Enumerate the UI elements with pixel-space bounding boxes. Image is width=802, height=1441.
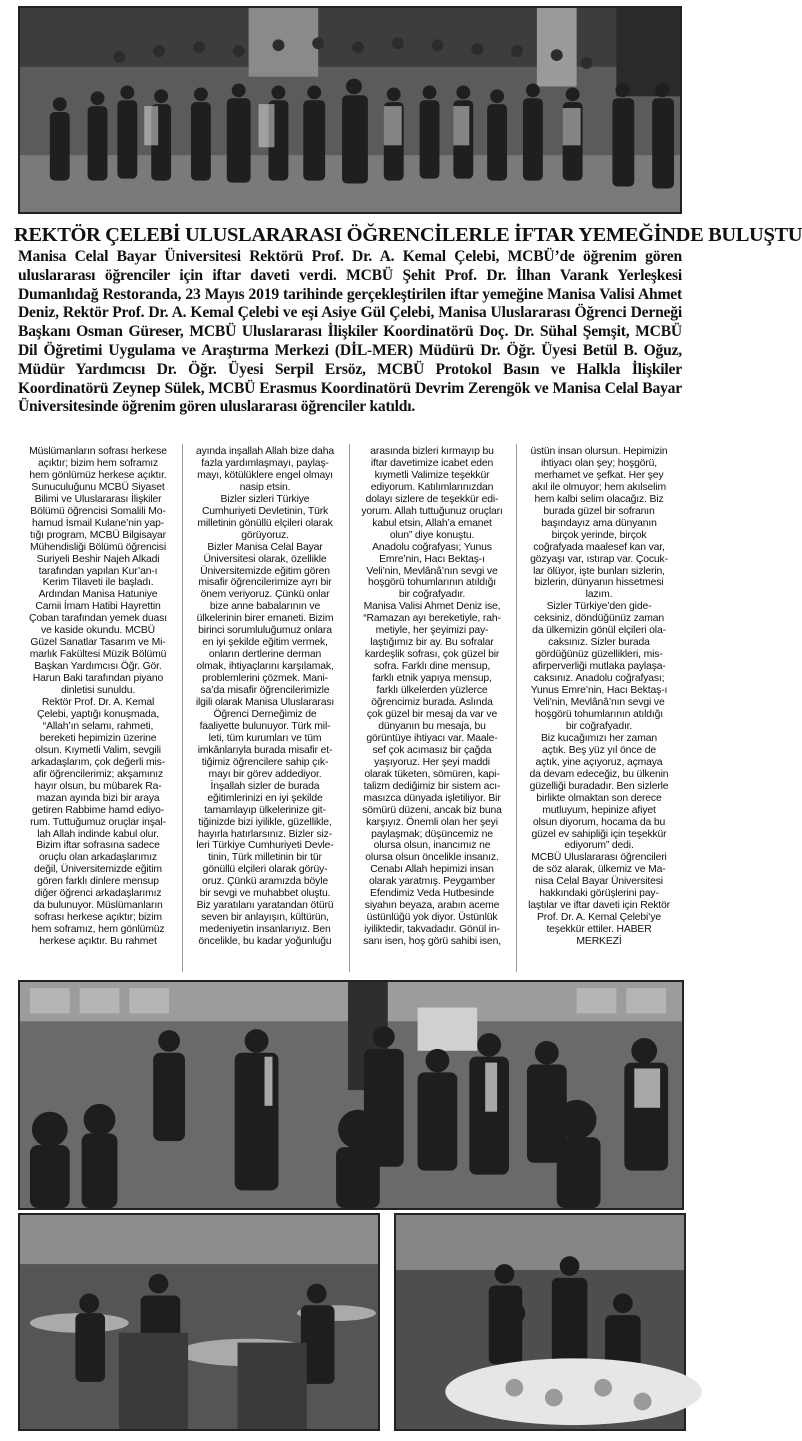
article-column-2: ayında inşallah Allah bize daha fazla yardımlaşmayı, paylaş- mayı, kötülüklere engel olmayı nasip etsin. Bizler sizleri Türkiye Cumhuriyeti Devletinin, Türk milletinin gönüllü elçileri olarak görüyoruz. Bizler Manisa Celal Bayar Üniversitesi olarak, özellikle Üniversitemizde eğitim gören misafir öğrencilerimize ayrı bir önem veriyoruz. Çünkü onlar bize anne babalarının ve ülkelerinin birer emaneti. Bizim birinci sorumluluğumuz onlara en iyi şekilde eğitim vermek, onların dertlerine derman olmak, ihtiyaçlarını karşılamak, problemlerini çözmek. Mani- sa’da misafir öğrencilerimizle ilgili olarak Manisa Uluslararası Öğrenci Derneğimiz de faaliyette bulunuyor. Türk mil- leti, tüm kurumları ve tüm imkânlarıyla burada misafir et- tiğimiz öğrencilere sahip çık- mayı bir görev addediyor. İnşallah sizler de burada eğitimlerinizi en iyi şekilde tamamlayıp ülkelerinize git- tiğinizde bizi iyilikle, güzellikle, hayırla hatırlarsınız. Bizler siz- leri Türkiye Cumhuriyeti Devle- tinin, Türk milletinin bir tür gönüllü elçileri olarak görüy- oruz. Çünkü aramızda böyle bir sevgi ve muhabbet oluştu. Biz yaratılanı yaratandan ötürü seven bir anlayışın, kültürün, medeniyetin insanlarıyız. Ben öncelikle, bu kadar yoğunluğu xyxy=(195,446,335,948)
article-column-3: arasında bizleri kırmayıp bu iftar davetimize icabet eden kıymetli Valimize teşekkür ediyorum. Katılımlarınızdan dolayı sizlere de teşekkür edi- yorum. Allah tuttuğunuz oruçları kabul etsin, Allah’a emanet olun” diye konuştu. Anadolu coğrafyası; Yunus Emre’nin, Hacı Bektaş-ı Veli’nin, Mevlânâ’nın sevgi ve hoşgörü tohumlarının atıldığı bir coğrafyadır. Manisa Valisi Ahmet Deniz ise, “Ramazan ayı bereketiyle, rah- metiyle, her şeyimizi pay- laştığımız bir ay. Bu sofralar kardeşlik sofrası, çok güzel bir sofra. Farklı dine mensup, farklı etnik yapıya mensup, farklı ülkelerden yüzlerce öğrencimiz burada. Aslında çok güzel bir mesaj da var ve dünyanın bu mesaja, bu görüntüye ihtiyacı var. Maale- sef çok acımasız bir çağda yaşıyoruz. Her şeyi maddi olarak tüketen, sömüren, kapi- talizm dediğimiz bir sistem acı- masızca dünyada işletiliyor. Bir sömürü düzeni, ancak biz buna karşıyız. Önemli olan her şeyi paylaşmak; düşüncemiz ne olursa olsun, inancımız ne olursa olsun öncelikle insanız. Cenabı Allah hepimizi insan olarak yaratmış. Peygamber Efendimiz Veda Hutbesinde siyahın beyaza, arabın aceme üstünlüğü yok diyor. Üstünlük iyiliktedir, takvadadır. Gönül in- sanı isen, hoş görü sahibi isen, xyxy=(361,446,503,948)
column-divider xyxy=(516,444,517,972)
dinner-tables-photo xyxy=(18,1213,380,1431)
group-photo-illustration xyxy=(20,8,680,212)
students-table-photo xyxy=(394,1213,686,1431)
article-column-1: Müslümanların sofrası herkese açıktır; bizim hem soframız hem gönlümüz herkese açıktır. Sunuculuğunu MCBÜ Siyaset Bilimi ve Uluslararası İlişkiler Bölümü öğrencisi Somalili Mo- hamud İsmail Kulane’nin yap- tığı program, MCBÜ Bilgisayar Mühendisliği Bölümü öğrencisi Suriyeli Beshir Najeh Alkadi tarafından yapılan Kur’an-ı Kerim Tilaveti ile başladı. Ardından Manisa Hatuniye Camii İmam Hatibi Hayrettin Çoban tarafından yemek duası ve kaside okundu. MCBÜ Güzel Sanatlar Tasarım ve Mi- marlık Fakültesi Müzik Bölümü Başkan Yardımcısı Öğr. Gör. Harun Baki tarafından piyano dinletisi sunuldu. Rektör Prof. Dr. A. Kemal Çelebi, yaptığı konuşmada, “Allah’ın selamı, rahmeti, bereketi hepimizin üzerine olsun. Kıymetli Valim, sevgili arkadaşlarım, çok değerli mis- afir öğrencilerimiz; akşamınız hayır olsun, bu mübarek Ra- mazan ayında bizi bir araya getiren Rabbime hamd ediyo- rum. Tuttuğumuz oruçlar inşal- lah Allah indinde kabul olur. Bizim iftar sofrasına sadece oruçlu olan arkadaşlarımız değil, Üniversitemizde eğitim gören farklı dinlere mensup diğer öğrenci arkadaşlarımız da bulunuyor. Müslümanların sofrası herkese açıktır; bizim hem soframız, hem gönlümüz herkese açıktır. Bu rahmet xyxy=(29,446,167,948)
article-lead: Manisa Celal Bayar Üniversitesi Rektörü Prof. Dr. A. Kemal Çelebi, MCBÜ’de öğrenim gören uluslararası öğrenciler için iftar daveti verdi. MCBÜ Şehit Prof. Dr. İlhan Varank Yerleşkesi Dumanlıdağ Restoranda, 23 Mayıs 2019 tarihinde gerçekleştirilen iftar yemeğine Manisa Valisi Ahmet Deniz, Rektör Prof. Dr. A. Kemal Çelebi ve eşi Asiye Gül Çelebi, Manisa Uluslararası Öğrenci Derneği Başkanı Osman Güreser, MCBÜ Uluslararası İlişkiler Koordinatörü Doç. Dr. Sühal Şemşit, MCBÜ Dil Öğretimi Uygulama ve Araştırma Merkezi (DİL-MER) Müdürü Dr. Öğr. Üyesi Betül B. Oğuz, Müdür Yardımcısı Dr. Öğr. Üyesi Serpil Ersöz, MCBÜ Protokol Basın ve Halkla İlişkiler Koordinatörü Zeynep Sülek, MCBÜ Erasmus Koordinatörü Devrim Zerengök ve Manisa Celal Bayar Üniversitesinde öğrenim gören uluslararası öğrenciler katıldı. xyxy=(18,248,682,416)
article-headline: REKTÖR ÇELEBİ ULUSLARARASI ÖĞRENCİLERLE İFTAR YEMEĞİNDE BULUŞTU xyxy=(14,224,802,246)
article-column-4: üstün insan olursun. Hepimizin ihtiyacı olan şey; hoşgörü, merhamet ve şefkat. Her şey akıl ile olmuyor; hem akılselim hem kalbi selim olacağız. Biz burada güzel bir sofranın başındayız ama dünyanın birçok yerinde, birçok coğrafyada maalesef kan var, gözyaşı var, ıstırap var. Çocuk- lar ölüyor, işte bunları sizlerin, bizlerin, dünyanın hissetmesi lazım. Sizler Türkiye’den gide- ceksiniz, döndüğünüz zaman da ülkemizin gönül elçileri ola- caksınız. Sizler burada gördüğünüz güzellikleri, mis- afirperverliği mutlaka paylaşa- caksınız. Anadolu coğrafyası; Yunus Emre’nin, Hacı Bektaş-ı Veli’nin, Mevlânâ’nın sevgi ve hoşgörü tohumlarının atıldığı bir coğrafyadır. Biz kucağımızı her zaman açtık. Beş yüz yıl önce de açtık, yine açıyoruz, açmaya da devam edeceğiz, bu ülkenin güzelliği buradadır. Ben sizlerle birlikte olmaktan son derece mutluyum, hepinize afiyet olsun diyorum, hocama da bu güzel ev sahipliği için teşekkür ediyorum” dedi. MCBÜ Uluslararası öğrencileri de söz alarak, ülkemiz ve Ma- nisa Celal Bayar Üniversitesi hakkındaki görüşlerini pay- laştılar ve iftar daveti için Rektör Prof. Dr. A. Kemal Çelebi’ye teşekkür ettiler. HABER MERKEZİ xyxy=(528,446,670,948)
iftar-hall-illustration xyxy=(20,982,682,1208)
students-table-illustration xyxy=(396,1215,684,1429)
column-divider xyxy=(349,444,350,972)
dinner-tables-illustration xyxy=(20,1215,378,1429)
column-divider xyxy=(182,444,183,972)
group-photo xyxy=(18,6,682,214)
iftar-hall-photo xyxy=(18,980,684,1210)
